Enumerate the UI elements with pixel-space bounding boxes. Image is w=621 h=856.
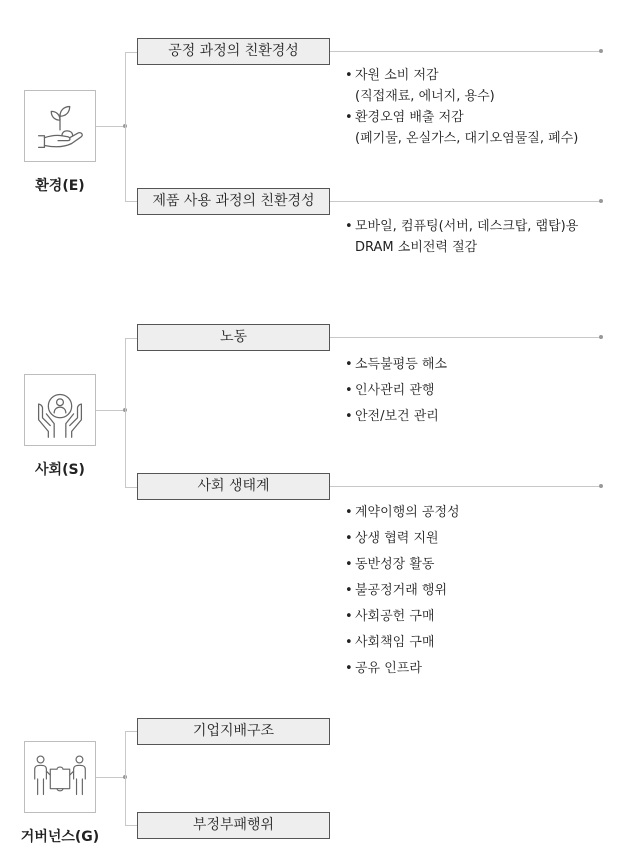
governance-trunk xyxy=(125,731,126,825)
item-text: 동반성장 활동 xyxy=(355,557,435,572)
environment-branch-1 xyxy=(125,52,137,53)
governance-icon-box xyxy=(24,741,96,813)
social-section-2-rule xyxy=(330,486,600,487)
social-section-1-rule xyxy=(330,337,600,338)
list-item xyxy=(345,404,447,430)
list-item xyxy=(345,526,460,552)
bullet: • xyxy=(345,557,353,572)
environment-stem xyxy=(96,126,126,127)
list-item xyxy=(345,378,447,404)
list-item xyxy=(345,578,460,604)
item-text: 상생 협력 지원 xyxy=(355,531,439,546)
item-text: 계약이행의 공정성 xyxy=(355,505,460,520)
social-label: 사회(S) xyxy=(35,462,85,478)
bullet: • xyxy=(345,661,353,676)
environment-section-1-rule xyxy=(330,51,600,52)
item-text: 인사관리 관행 xyxy=(355,383,435,398)
item-text: 안전/보건 관리 xyxy=(355,409,439,424)
people-puzzle-icon xyxy=(25,742,95,812)
item-text: 공유 인프라 xyxy=(355,661,422,676)
environment-section-1-rule-end xyxy=(599,49,603,53)
governance-branch-2 xyxy=(125,825,137,826)
social-section-2-title: 사회 생태계 xyxy=(137,473,330,500)
governance-label: 거버넌스(G) xyxy=(20,829,100,845)
environment-branch-2 xyxy=(125,201,137,202)
bullet: • xyxy=(345,357,353,372)
bullet: • xyxy=(345,409,353,424)
list-item xyxy=(345,552,460,578)
governance-section-2-title: 부정부패행위 xyxy=(137,812,330,839)
item-text: 모바일, 컴퓨팅(서버, 데스크탑, 랩탑)용 xyxy=(355,219,579,234)
bullet: • xyxy=(345,219,353,234)
bullet: • xyxy=(345,583,353,598)
item-text: 자원 소비 저감 xyxy=(355,68,439,83)
environment-trunk xyxy=(125,52,126,201)
item-text: 사회공헌 구매 xyxy=(355,609,435,624)
item-text: 불공정거래 행위 xyxy=(355,583,448,598)
social-section-2-rule-end xyxy=(599,484,603,488)
bullet: • xyxy=(345,505,353,520)
bullet: • xyxy=(345,68,353,83)
governance-branch-1 xyxy=(125,731,137,732)
environment-label: 환경(E) xyxy=(35,178,85,194)
governance-section-1-title: 기업지배구조 xyxy=(137,718,330,745)
bullet: • xyxy=(345,531,353,546)
item-subtext: (폐기물, 온실가스, 대기오염물질, 폐수) xyxy=(355,131,579,146)
bullet: • xyxy=(345,609,353,624)
bullet: • xyxy=(345,635,353,650)
list-item xyxy=(345,107,578,128)
environment-icon-box xyxy=(24,90,96,162)
item-subtext: (직접재료, 에너지, 용수) xyxy=(355,89,495,104)
list-item xyxy=(345,656,460,682)
item-subtext: DRAM 소비전력 절감 xyxy=(355,240,478,255)
list-item xyxy=(345,65,578,86)
list-item xyxy=(345,352,447,378)
social-stem xyxy=(96,410,126,411)
list-item xyxy=(345,630,460,656)
environment-section-1-title: 공정 과정의 친환경성 xyxy=(137,38,330,65)
list-item xyxy=(345,216,578,237)
list-item xyxy=(345,604,460,630)
social-branch-1 xyxy=(125,338,137,339)
environment-section-2-items xyxy=(345,216,578,258)
hands-person-icon xyxy=(25,375,95,445)
environment-section-2-rule xyxy=(330,201,600,202)
social-section-1-items xyxy=(345,352,447,430)
social-section-2-items xyxy=(345,500,460,682)
environment-section-2-title: 제품 사용 과정의 친환경성 xyxy=(137,188,330,215)
social-trunk xyxy=(125,338,126,487)
social-branch-2 xyxy=(125,487,137,488)
social-icon-box xyxy=(24,374,96,446)
social-section-1-title: 노동 xyxy=(137,324,330,351)
item-text: 소득불평등 해소 xyxy=(355,357,448,372)
governance-stem xyxy=(96,777,126,778)
bullet: • xyxy=(345,383,353,398)
environment-section-1-items xyxy=(345,65,578,149)
social-section-1-rule-end xyxy=(599,335,603,339)
hand-plant-icon xyxy=(25,91,95,161)
item-text: 사회책임 구매 xyxy=(355,635,435,650)
bullet: • xyxy=(345,110,353,125)
environment-section-2-rule-end xyxy=(599,199,603,203)
list-item xyxy=(345,500,460,526)
item-text: 환경오염 배출 저감 xyxy=(355,110,464,125)
